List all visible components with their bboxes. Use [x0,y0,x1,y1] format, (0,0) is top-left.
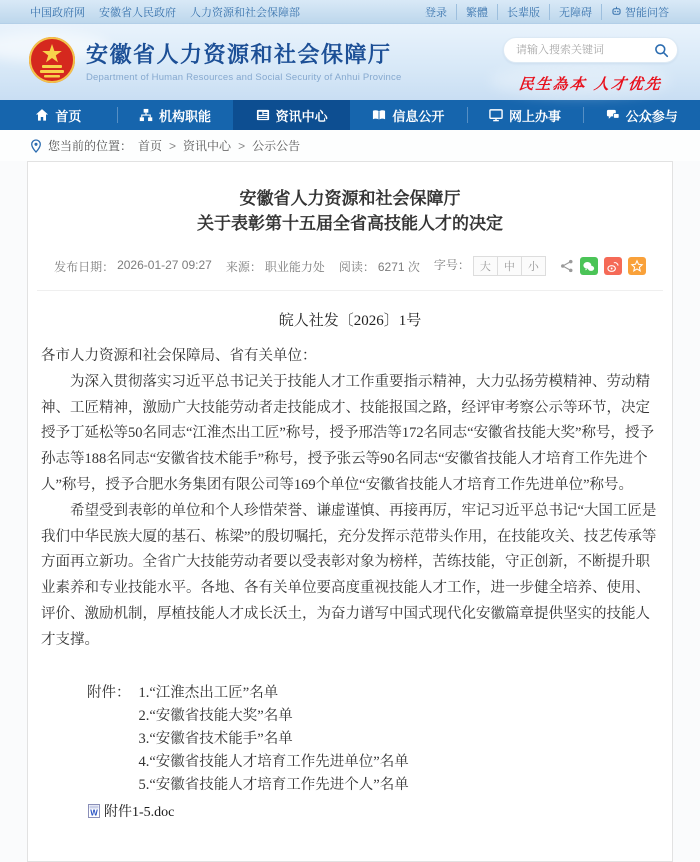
search-box [503,37,678,63]
utility-links [416,4,678,20]
views-value: 6271 次 [377,259,420,274]
breadcrumb-home[interactable]: 首页 [138,139,163,153]
gov-links [30,4,300,20]
nav-label: 公众参与 [625,108,678,124]
salutation-paragraph: 各市人力资源和社会保障局、省有关单位： [41,348,317,364]
site-logo-brand[interactable] [28,36,401,84]
elder-version-link[interactable]: 长辈版 [507,6,540,19]
font-size-large-button[interactable]: 大 [479,261,491,273]
attachment-download-link[interactable]: 附件1-5.doc [104,804,175,820]
body-paragraph: 为深入贯彻落实习近平总书记关于技能人才工作重要指示精神，大力弘扬劳模精神、劳动精神、工匠精神，激励广大技能劳动者走技能成才、技能报国之路，经评审考察公示等环节，决定授予丁延松等50名同志“江淮杰出工匠”称号，授予邢浩等172名同志“安徽省技能大奖”称号，授予孙志等188名同志“安徽省技术能手”称号，授予张云等90名同志“安徽省技能人才培育工作先进个人”称号，授予合肥水务集团有限公司等169个单位“安徽省技能人才培育工作先进单位”称号。 [41,373,654,493]
font-size-control [473,256,546,276]
attachment-item: 2.“安徽省技能大奖”名单 [138,707,293,724]
breadcrumb [0,130,700,161]
attachment-item: 4.“安徽省技能人才培育工作先进单位”名单 [138,753,409,770]
smart-qa-link[interactable]: 智能问答 [625,6,669,19]
attachment-item: 3.“安徽省技术能手”名单 [138,730,293,747]
org-chart-icon [139,108,153,122]
site-subtitle-english: Department of Human Resources and Social Security of Anhui Province [86,71,402,83]
open-book-icon [372,108,386,122]
location-pin-icon [30,139,42,153]
font-size-small-button[interactable]: 小 [521,257,545,275]
top-utility-bar [0,0,700,24]
font-size-medium-button[interactable]: 中 [497,257,521,275]
home-icon [35,108,49,122]
wechat-share-icon[interactable] [580,257,598,275]
nav-label: 机构职能 [159,108,212,124]
nav-item-functions[interactable] [117,100,234,130]
search-button[interactable] [654,43,669,58]
weibo-share-icon[interactable] [604,257,622,275]
nav-item-news-center[interactable] [233,100,350,130]
nav-label: 信息公开 [392,108,445,124]
link-anhui-gov[interactable]: 安徽省人民政府 [99,6,176,19]
monitor-icon [489,108,503,122]
search-input[interactable] [516,44,654,56]
link-mohrss[interactable]: 人力资源和社会保障部 [190,6,300,19]
article-title [37,186,663,236]
article-title-line1: 安徽省人力资源和社会保障厅 [239,189,461,208]
share-icon[interactable] [560,259,574,273]
nav-item-home[interactable] [0,100,117,130]
document-body [37,344,663,654]
attachments-label: 附件： [87,684,131,701]
robot-icon [611,6,622,17]
site-header [0,24,700,100]
traditional-chinese-link[interactable]: 繁體 [466,6,488,19]
breadcrumb-prefix: 您当前的位置： [48,139,133,153]
nav-item-info-disclosure[interactable] [350,100,467,130]
source-label: 来源： [225,259,262,274]
link-china-gov[interactable]: 中国政府网 [30,6,85,19]
search-icon [654,43,669,58]
main-navigation [0,100,700,130]
breadcrumb-announcements[interactable]: 公示公告 [252,139,301,153]
publish-date-label: 发布日期： [54,259,115,274]
breadcrumb-separator: > [238,138,246,153]
attachments-list [87,682,663,797]
article-title-line2: 关于表彰第十五届全省高技能人才的决定 [197,214,503,233]
site-title: 安徽省人力资源和社会保障厅 [86,41,392,67]
attachment-item: 1.“江淮杰出工匠”名单 [138,684,279,701]
favorite-star-icon[interactable] [628,257,646,275]
national-emblem-logo [28,36,76,84]
nav-item-online-services[interactable] [467,100,584,130]
accessibility-link[interactable]: 无障碍 [559,6,592,19]
article-meta-bar [37,256,663,291]
slogan-calligraphy: 民生為本 人才优先 [517,75,664,93]
share-bar [560,257,646,275]
article-panel [27,161,673,862]
nav-label: 网上办事 [509,108,562,124]
views-label: 阅读： [338,259,375,274]
attachment-download-row [87,801,663,821]
login-link[interactable]: 登录 [425,6,447,19]
document-number: 皖人社发〔2026〕1号 [278,313,422,329]
nav-item-public-participation[interactable] [583,100,700,130]
breadcrumb-news-center[interactable]: 资讯中心 [183,139,232,153]
nav-label: 资讯中心 [275,108,328,124]
font-size-label: 字号： [433,258,470,272]
svg-text:W: W [90,808,98,818]
publish-date-value: 2026-01-27 09:27 [117,257,212,272]
source-value: 职业能力处 [264,259,325,274]
nav-label: 首页 [55,108,82,124]
doc-file-icon [87,803,102,819]
breadcrumb-separator: > [169,138,177,153]
attachment-item: 5.“安徽省技能人才培育工作先进个人”名单 [138,776,409,793]
chat-bubbles-icon [606,108,620,122]
newspaper-icon [256,108,270,122]
body-paragraph: 希望受到表彰的单位和个人珍惜荣誉、谦虚谨慎、再接再厉，牢记习近平总书记“大国工匠是我们中华民族大厦的基石、栋梁”的殷切嘱托，充分发挥示范带头作用，在技能攻关、技艺传承等方面再立新功。全省广大技能劳动者要以受表彰对象为榜样，苦练技能，守正创新，不断提升职业素养和专业技能水平。各地、各有关单位要高度重视技能人才工作，进一步健全培养、使用、评价、激励机制，厚植技能人才成长沃土，为奋力谱写中国式现代化安徽篇章提供坚实的技能人才支撑。 [41,502,657,648]
